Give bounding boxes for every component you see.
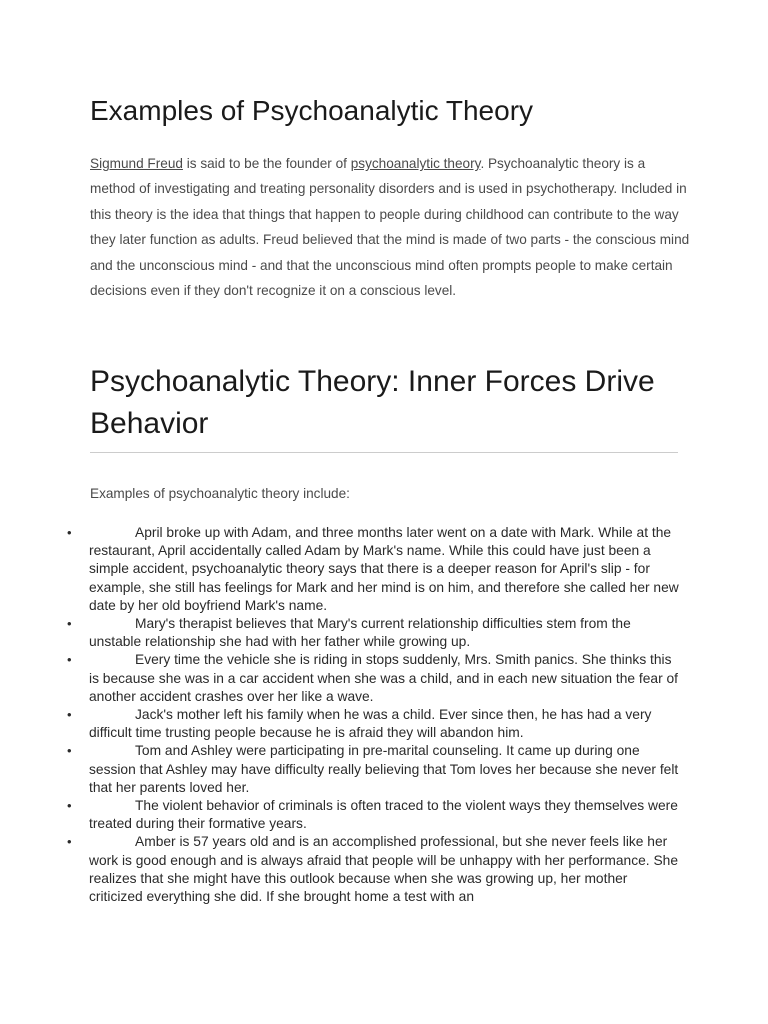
section-divider [90, 452, 678, 453]
sigmund-freud-link[interactable]: Sigmund Freud [90, 156, 183, 171]
list-item-text: April broke up with Adam, and three months later went on a date with Mark. While at the restaurant, April accidentally called Adam by Mark's name. While this could have just been a simple accident, psychoanalytic theory says that there is a deeper reason for April's slip - for example, she still has feelings for Mark and her mind is on him, and therefore she called her new date by her old boyfriend Mark's name. [89, 525, 679, 613]
list-item [67, 742, 679, 797]
list-item [67, 706, 679, 742]
examples-list [67, 524, 679, 906]
bullet-icon: • [67, 525, 72, 540]
intro-paragraph [90, 151, 690, 303]
bullet-icon: • [67, 707, 72, 723]
section-heading: Psychoanalytic Theory: Inner Forces Drive Behavior [90, 365, 655, 440]
list-item [67, 797, 679, 833]
bullet-icon: • [67, 652, 72, 668]
list-item [67, 651, 679, 706]
bullet-icon: • [67, 798, 72, 814]
list-item-text: Jack's mother left his family when he was a child. Ever since then, he has had a very difficult time trusting people because he is afraid they will abandon him. [89, 707, 652, 741]
list-item-text: The violent behavior of criminals is often traced to the violent ways they themselves were treated during their formative years. [89, 798, 678, 832]
page-title: Examples of Psychoanalytic Theory [90, 95, 534, 126]
bullet-icon: • [67, 743, 72, 759]
intro-text-2: . Psychoanalytic theory is a method of investigating and treating personality disorders and is used in psychotherapy. Included in this theory is the idea that things that happen to people during childhood can contribute to the way they later function as adults. Freud believed that the mind is made of two parts - the conscious mind and the unconscious mind - and that the unconscious mind often prompts people to make certain decisions even if they don't recognize it on a conscious level. [90, 156, 690, 299]
list-item-text: Amber is 57 years old and is an accomplished professional, but she never feels like her work is good enough and is always afraid that people will be unhappy with her performance. She realizes that she might have this outlook because when she was growing up, her mother criticized everything she did. If she brought home a test with an [89, 834, 679, 905]
list-item-text: Every time the vehicle she is riding in stops suddenly, Mrs. Smith panics. She thinks this is because she was in a car accident when she was a child, and in each new situation the fear of another accident crashes over her like a wave. [89, 652, 679, 704]
intro-text-1: is said to be the founder of [182, 156, 351, 171]
bullet-icon: • [67, 834, 72, 850]
list-intro: Examples of psychoanalytic theory include: [90, 486, 350, 501]
list-item [67, 615, 679, 651]
list-item [67, 833, 679, 906]
list-item-text: Mary's therapist believes that Mary's current relationship difficulties stem from the unstable relationship she had with her father while growing up. [89, 616, 631, 650]
list-item [67, 524, 679, 615]
psychoanalytic-theory-link[interactable]: psychoanalytic theory [350, 156, 481, 171]
bullet-icon: • [67, 616, 72, 632]
list-item-text: Tom and Ashley were participating in pre-marital counseling. It came up during one session that Ashley may have difficulty really believing that Tom loves her because she never felt that her parents loved her. [89, 743, 679, 795]
